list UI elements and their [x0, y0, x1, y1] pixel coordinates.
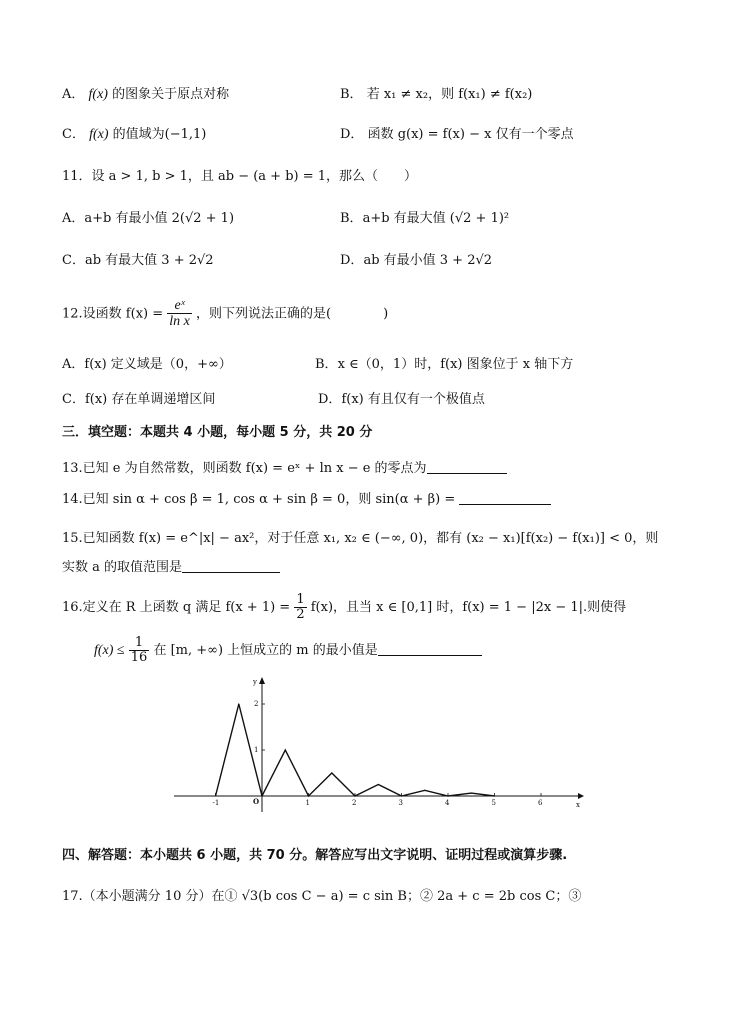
- data-point: [308, 795, 309, 796]
- q16-line1: 16.定义在 R 上函数 q 满足 f(x + 1) = $\frac{1}{2}$ f(x)，且当 x ∈ [0,1] 时，f(x) = 1 − |2x − 1|.则使得: [62, 591, 627, 622]
- data-point: [331, 772, 332, 773]
- q12-option-d: D．f(x) 有且仅有一个极值点: [318, 392, 485, 407]
- q16-fraction: $\frac{1}{2}$: [296, 591, 305, 622]
- x-axis-arrow: [578, 793, 584, 799]
- x-tick-label: 6: [538, 799, 543, 807]
- data-point: [471, 793, 472, 794]
- data-point: [354, 795, 355, 796]
- data-point: [261, 795, 262, 796]
- x-tick-label: 1: [305, 799, 310, 807]
- y-tick-label: 1: [254, 746, 259, 754]
- q12-option-c: C．f(x) 存在单调递增区间: [62, 392, 216, 407]
- origin-label: O: [253, 797, 260, 806]
- q16-line2: f(x) ≤ $\frac{1}{16}$ 在 [m, +∞) 上恒成立的 m 的最小值是: [94, 634, 482, 668]
- q16-answer-blank: [378, 641, 482, 656]
- x-tick-label: 4: [445, 799, 450, 807]
- q15-line2: 实数 a 的取值范围是: [62, 555, 280, 581]
- q13-answer-blank: [427, 459, 507, 474]
- q10-option-d: D． 函数 g(x) = f(x) − x 仅有一个零点: [340, 127, 574, 142]
- x-tick-label: 2: [352, 799, 357, 807]
- section4-title: 四、解答题：本小题共 6 小题，共 70 分。解答应写出文字说明、证明过程或演算步骤.: [62, 848, 568, 863]
- y-tick-label: 2: [254, 700, 259, 708]
- q11-option-d: D．ab 有最小值 3 + 2√2: [340, 253, 493, 268]
- q12-option-b: B．x ∈（0，1）时，f(x) 图象位于 x 轴下方: [315, 357, 574, 372]
- q11-option-b: B．a+b 有最大值 (√2 + 1)²: [340, 211, 510, 226]
- data-point: [424, 790, 425, 791]
- q10-option-c: C． f(x) 的值域为(−1,1): [62, 127, 207, 142]
- q11-stem: 11．设 a > 1, b > 1，且 ab − (a + b) = 1，那么（ ）: [62, 169, 418, 184]
- x-axis-label: x: [576, 801, 580, 809]
- y-axis-label: y: [253, 678, 257, 686]
- graph-axes: [174, 677, 584, 812]
- q12-option-a: A．f(x) 定义域是（0，+∞）: [62, 357, 232, 372]
- data-point: [378, 784, 379, 785]
- data-point: [401, 795, 402, 796]
- q11-option-c: C．ab 有最大值 3 + 2√2: [62, 253, 214, 268]
- q12-stem: 12.设函数 f(x) = $\frac{\text{eˣ}}{\text{ln x}}$ ，则下列说法正确的是( ): [62, 298, 389, 330]
- data-point: [215, 795, 216, 796]
- function-graph: [170, 672, 590, 817]
- data-point: [447, 795, 448, 796]
- q14-answer-blank: [459, 490, 551, 505]
- q15-answer-blank: [182, 558, 280, 573]
- q16-fraction-2: $\frac{1}{16}$: [130, 634, 148, 665]
- q13: 13.已知 e 为自然常数，则函数 f(x) = eˣ + ln x − e 的零点为: [62, 456, 507, 482]
- q12-fraction: $\frac{\text{eˣ}}{\text{ln x}}$: [169, 298, 190, 330]
- data-point: [494, 795, 495, 796]
- x-tick-label: 5: [491, 799, 496, 807]
- y-axis-arrow: [259, 677, 265, 684]
- q17: 17.（本小题满分 10 分）在① √3(b cos C − a) = c sin B；② 2a + c = 2b cos C；③: [62, 889, 582, 904]
- q10-option-a: A． f(x) 的图象关于原点对称: [62, 87, 230, 102]
- q14: 14.已知 sin α + cos β = 1, cos α + sin β = 0，则 sin(α + β) =: [62, 487, 551, 513]
- q10-option-b: B． 若 x₁ ≠ x₂，则 f(x₁) ≠ f(x₂): [340, 87, 533, 102]
- q15-line1: 15.已知函数 f(x) = e^|x| − ax²，对于任意 x₁, x₂ ∈ (−∞, 0)，都有 (x₂ − x₁)[f(x₂) − f(x₁)] < 0，则: [62, 531, 659, 546]
- section3-title: 三．填空题：本题共 4 小题，每小题 5 分，共 20 分: [62, 425, 373, 440]
- x-tick-label: -1: [212, 799, 220, 807]
- data-point: [238, 703, 239, 704]
- x-tick-label: 3: [398, 799, 403, 807]
- data-point: [285, 749, 286, 750]
- q11-option-a: A．a+b 有最小值 2(√2 + 1): [62, 211, 235, 226]
